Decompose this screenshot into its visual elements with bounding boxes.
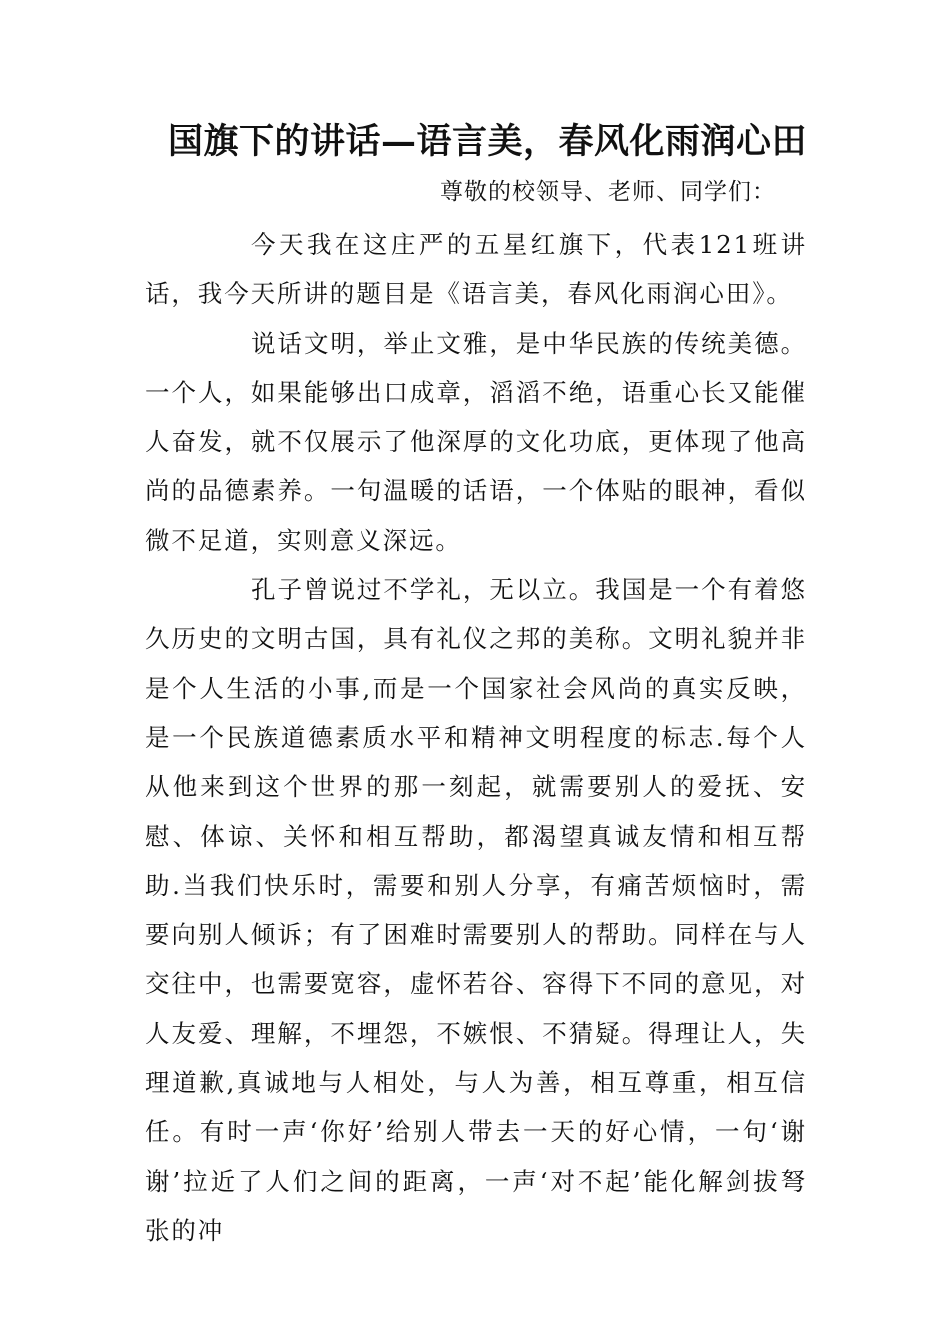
paragraph-confucius: 孔子曾说过不学礼，无以立。我国是一个有着悠久历史的文明古国，具有礼仪之邦的美称。文明礼貌并非是个人生活的小事,而是一个国家社会风尚的真实反映，是一个民族道德素质水平和精神文明程度的标志.每个人从他来到这个世界的那一刻起，就需要别人的爱抚、安慰、体谅、关怀和相互帮助，都渴望真诚友情和相互帮助.当我们快乐时，需要和别人分享，有痛苦烦恼时，需要向别人倾诉；有了困难时需要别人的帮助。同样在与人交往中，也需要宽容，虚怀若谷、容得下不同的意见，对人友爱、理解，不埋怨，不嫉恨、不猜疑。得理让人，失理道歉,真诚地与人相处，与人为善，相互尊重，相互信任。有时一声‘你好’给别人带去一天的好心情，一句‘谢谢’拉近了人们之间的距离，一声‘对不起’能化解剑拔弩张的冲 xyxy=(145,575,807,1245)
greeting-line: 尊敬的校领导、老师、同学们： xyxy=(440,179,776,205)
document-body xyxy=(145,220,807,1255)
paragraph-intro: 今天我在这庄严的五星红旗下，代表121班讲话，我今天所讲的题目是《语言美，春风化雨润心田》。 xyxy=(145,230,807,309)
paragraph-civility: 说话文明，举止文雅，是中华民族的传统美德。一个人，如果能够出口成章，滔滔不绝，语重心长又能催人奋发，就不仅展示了他深厚的文化功底，更体现了他高尚的品德素养。一句温暖的话语，一个体贴的眼神，看似微不足道，实则意义深远。 xyxy=(145,328,807,555)
document-title: 国旗下的讲话—语言美，春风化雨润心田 xyxy=(168,121,808,162)
